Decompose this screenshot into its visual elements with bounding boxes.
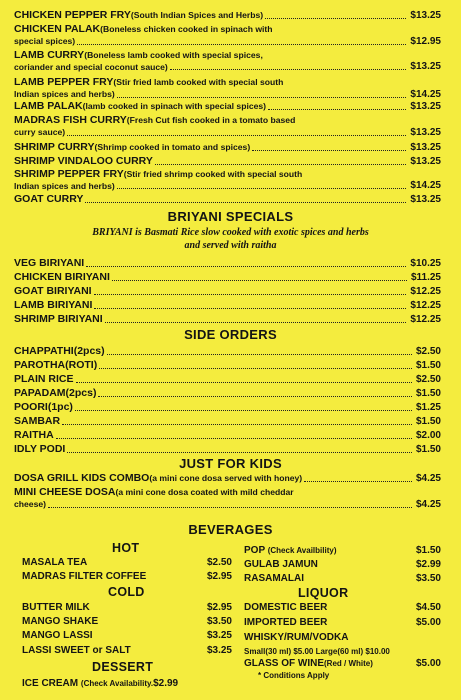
menu-page: CHICKEN PEPPER FRY(South Indian Spices and Herbs) $13.25 CHICKEN PALAK(Boneless chicken cooked in spinach with special spices) $12.95 LAMB CURRY(Boneless lamb cooked with special spices, coriander and special coconut sauce) $13.25 LAMB PEPPER FRY(Stir fried lamb cooked with special south Indian spices and herbs) $14.25 LAMB PALAK(lamb cooked in spinach with special spices) $13.25 MADRAS FISH CURRY(Fresh Cut fish cooked in a tomato based curry sauce) $13.25 SHRIMP CURRY(Shrimp cooked in tomato and spices) $13.25 SHRIMP VINDALOO CURRY $13.25 SHRIMP PEPPER FRY(Stir fried shrimp cooked with special south Indian spices and herbs) $14.25 GOAT CURRY $13.25 BRIYANI SPECIALS BRIYANI is Basmati Rice slow cooked with exotic spices and herbs and served with raitha VEG BIRIYANI $10.25 CHICKEN BIRIYANI $11.25 GOAT BIRIYANI $12.25 LAMB BIRIYANI $12.25 SHRIMP BIRIYANI $12.25 SIDE ORDERS CHAPPATHI(2pcs) $2.50 PAROTHA(ROTI) $1.50 PLAIN RICE $2.50 PAPADAM(2pcs) $1.50 POORI(1pc) $1.25 SAMBAR $1.50 RAITHA $2.00 IDLY PODI $1.50 JUST FOR KIDS DOSA GRILL KIDS COMBO(a mini cone dosa served with honey) $4.25 MINI CHEESE DOSA(a mini cone dosa coated with mild cheddar cheese) $4.25 BEVERAGES HOT MASALA TEA $2.50 MADRAS FILTER COFFEE $2.95 COLD BUTTER MILK $2.95 MANGO SHAKE $3.50 MANGO LASSI $3.25 LASSI SWEET or SALT $3.25 DESSERT ICE CREAM (Check Availability.$2.99 POP (Check Availbility) $1.50 GULAB JAMUN $2.99 RASAMALAI $3.50 LIQUOR DOMESTIC BEER $4.50 IMPORTED BEER $5.00 WHISKY/RUM/VODKA Small(30 ml) $5.00 Large(60 ml) $10.00 GLASS OF WINE(Red / White) $5.00 * Conditions Apply: [0, 0, 461, 700]
menu-item: DOMESTIC BEER $4.50: [244, 602, 441, 613]
leader-dots: [265, 17, 406, 19]
leader-dots: [107, 353, 412, 355]
menu-item: MANGO SHAKE $3.50: [22, 616, 232, 627]
leader-dots: [98, 395, 412, 397]
conditions-note: * Conditions Apply: [258, 671, 330, 680]
leader-dots: [252, 149, 406, 151]
menu-item: IMPORTED BEER $5.00: [244, 617, 441, 628]
menu-item: GLASS OF WINE(Red / White) $5.00: [244, 658, 441, 669]
menu-item: WHISKY/RUM/VODKA: [244, 632, 349, 643]
subhead-cold: COLD: [108, 585, 145, 599]
section-title-briyani: BRIYANI SPECIALS: [167, 209, 294, 224]
menu-item: RASAMALAI $3.50: [244, 573, 441, 584]
leader-dots: [67, 134, 406, 136]
menu-item: GULAB JAMUN $2.99: [244, 559, 441, 570]
leader-dots: [155, 163, 407, 165]
leader-dots: [85, 201, 406, 203]
leader-dots: [117, 96, 407, 98]
menu-item: BUTTER MILK $2.95: [22, 602, 232, 613]
menu-item: POP (Check Availbility) $1.50: [244, 545, 441, 556]
menu-item: MADRAS FILTER COFFEE $2.95: [22, 571, 232, 582]
subhead-dessert: DESSERT: [92, 660, 154, 674]
menu-item: MASALA TEA $2.50: [22, 557, 232, 568]
leader-dots: [62, 423, 412, 425]
leader-dots: [86, 265, 406, 267]
leader-dots: [48, 506, 412, 508]
subhead-hot: HOT: [112, 541, 140, 555]
leader-dots: [94, 307, 406, 309]
leader-dots: [112, 279, 407, 281]
subhead-liquor: LIQUOR: [298, 586, 349, 600]
leader-dots: [56, 437, 412, 439]
leader-dots: [76, 381, 412, 383]
leader-dots: [94, 293, 407, 295]
leader-dots: [268, 108, 406, 110]
briyani-note-line1: BRIYANI is Basmati Rice slow cooked with exotic spices and herbs: [92, 227, 369, 238]
menu-item: MANGO LASSI $3.25: [22, 630, 232, 641]
leader-dots: [304, 480, 412, 482]
leader-dots: [67, 451, 412, 453]
briyani-note-line2: and served with raitha: [184, 240, 277, 251]
leader-dots: [99, 367, 412, 369]
section-title-side-orders: SIDE ORDERS: [184, 327, 277, 342]
leader-dots: [117, 187, 407, 189]
leader-dots: [105, 321, 407, 323]
leader-dots: [77, 43, 406, 45]
whisky-prices: Small(30 ml) $5.00 Large(60 ml) $10.00: [244, 647, 390, 656]
section-title-kids: JUST FOR KIDS: [179, 456, 282, 471]
leader-dots: [75, 409, 412, 411]
menu-item: ICE CREAM (Check Availability.$2.99: [22, 678, 179, 689]
menu-item: LASSI SWEET or SALT $3.25: [22, 645, 232, 656]
section-title-beverages: BEVERAGES: [188, 522, 273, 537]
leader-dots: [170, 68, 407, 70]
